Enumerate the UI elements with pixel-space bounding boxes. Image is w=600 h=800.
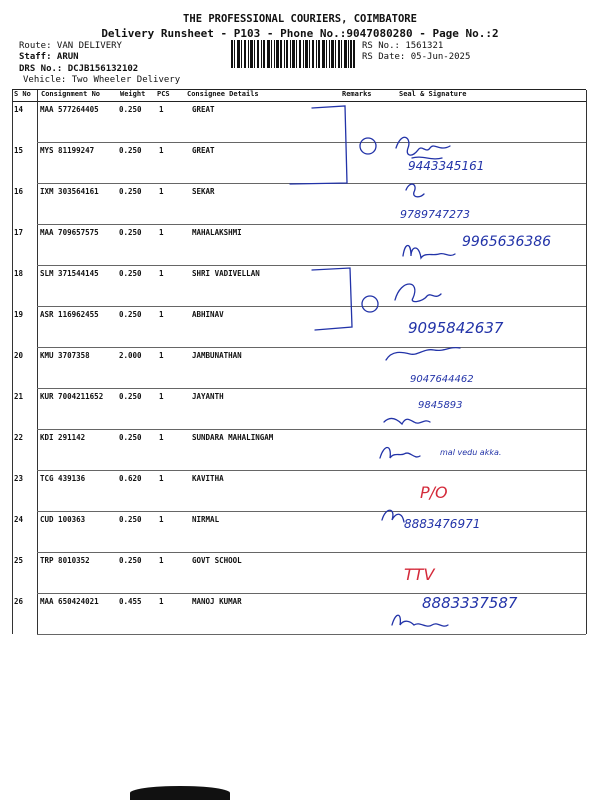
circle-mark [362,296,378,312]
row-sno: 23 [14,474,24,483]
row-consignment: ASR 116962455 [40,310,99,319]
hw-po-mark: P/O [420,483,448,502]
row-sno: 25 [14,556,24,565]
row-consignment: MAA 709657575 [40,228,99,237]
row-pcs: 1 [159,351,164,360]
row-consignee: JAMBUNATHAN [192,351,242,360]
row-consignment: MAA 577264405 [40,105,99,114]
row-consignee: SEKAR [192,187,215,196]
row-consignee: KAVITHA [192,474,224,483]
row-pcs: 1 [159,187,164,196]
signature-scribble [395,284,441,302]
drs-label: DRS No.: DCJB156132102 [19,64,139,74]
row-consignee: GREAT [192,146,215,155]
signature-scribble [382,510,404,522]
col-consignee: Consignee Details [187,90,259,98]
row-consignee: GREAT [192,105,215,114]
row-consignment: IXM 303564161 [40,187,99,196]
row-weight: 2.000 [119,351,142,360]
row-weight: 0.250 [119,310,142,319]
signature-scribble [392,615,448,626]
row-pcs: 1 [159,433,164,442]
row-consignment: KMU 3707358 [40,351,90,360]
row-pcs: 1 [159,146,164,155]
row-consignee: GOVT SCHOOL [192,556,242,565]
row-sno: 24 [14,515,24,524]
row-sno: 17 [14,228,24,237]
hw-phone-3: 9965636386 [462,234,552,250]
row-pcs: 1 [159,556,164,565]
row-consignment: TCG 439136 [40,474,86,483]
row-weight: 0.250 [119,269,142,278]
hw-phone-4: 9095842637 [408,319,504,337]
hw-phone-6: 9845893 [418,400,463,411]
row-sno: 20 [14,351,24,360]
row-consignment: CUD 100363 [40,515,86,524]
row-pcs: 1 [159,597,164,606]
signature-scribble [386,348,460,360]
row-weight: 0.250 [119,146,142,155]
row-weight: 0.250 [119,105,142,114]
hw-phone-11: 8883337587 [422,594,518,612]
circle-mark [360,138,376,154]
hw-phone-2: 9789747273 [400,208,470,221]
row-consignee: MANOJ KUMAR [192,597,242,606]
rs-number: RS No.: 1561321 [362,41,444,51]
row-weight: 0.250 [119,556,142,565]
row-consignment: SLM 371544145 [40,269,99,278]
row-consignee: SHRI VADIVELLAN [192,269,260,278]
row-consignment: KUR 7004211652 [40,392,104,401]
row-sno: 21 [14,392,24,401]
hw-remark: mal vedu akka. [440,448,502,457]
row-weight: 0.455 [119,597,142,606]
row-sno: 22 [14,433,24,442]
row-pcs: 1 [159,105,164,114]
row-weight: 0.250 [119,433,142,442]
signature-scribble [396,137,450,155]
col-weight: Weight [120,90,146,98]
rs-date: RS Date: 05-Jun-2025 [362,52,471,62]
vehicle-label: Vehicle: Two Wheeler Delivery [23,75,181,85]
row-consignment: MAA 650424021 [40,597,99,606]
row-consignee: MAHALAKSHMI [192,228,242,237]
runsheet-subtitle: Delivery Runsheet - P103 - Phone No.:9047080280 - Page No.:2 [101,27,499,40]
row-pcs: 1 [159,515,164,524]
hw-phone-5: 9047644462 [410,374,474,385]
row-consignee: SUNDARA MAHALINGAM [192,433,274,442]
bracket-mark [290,106,347,184]
row-pcs: 1 [159,392,164,401]
bracket-mark [312,268,352,330]
row-consignment: TRP 8010352 [40,556,90,565]
row-weight: 0.250 [119,228,142,237]
row-sno: 18 [14,269,24,278]
row-weight: 0.250 [119,187,142,196]
scan-smudge [130,786,230,800]
signature-scribble [403,246,455,259]
row-pcs: 1 [159,269,164,278]
row-sno: 26 [14,597,24,606]
staff-label: Staff: ARUN [19,52,79,62]
col-seal-signature: Seal & Signature [399,90,467,98]
row-consignee: NIRMAL [192,515,220,524]
hw-ttv-mark: TTV [404,565,435,584]
route-label: Route: VAN DELIVERY [19,41,122,51]
col-consignment: Consignment No [41,90,101,98]
row-sno: 19 [14,310,24,319]
col-remarks: Remarks [342,90,372,98]
row-consignee: JAYANTH [192,392,224,401]
signature-scribble [406,184,424,197]
row-pcs: 1 [159,228,164,237]
hw-phone-1: 9443345161 [408,159,485,173]
row-pcs: 1 [159,310,164,319]
row-consignment: KDI 291142 [40,433,86,442]
row-sno: 16 [14,187,24,196]
row-sno: 14 [14,105,24,114]
row-pcs: 1 [159,474,164,483]
row-consignee: ABHINAV [192,310,224,319]
company-title: THE PROFESSIONAL COURIERS, COIMBATORE [183,13,417,25]
signature-scribble [380,448,420,459]
row-weight: 0.250 [119,515,142,524]
col-pcs: PCS [157,90,170,98]
row-consignment: MYS 81199247 [40,146,95,155]
row-weight: 0.620 [119,474,142,483]
hw-phone-9: 8883476971 [404,517,481,531]
row-weight: 0.250 [119,392,142,401]
col-sno: S No [14,90,31,98]
signature-scribble [384,418,430,424]
row-sno: 15 [14,146,24,155]
